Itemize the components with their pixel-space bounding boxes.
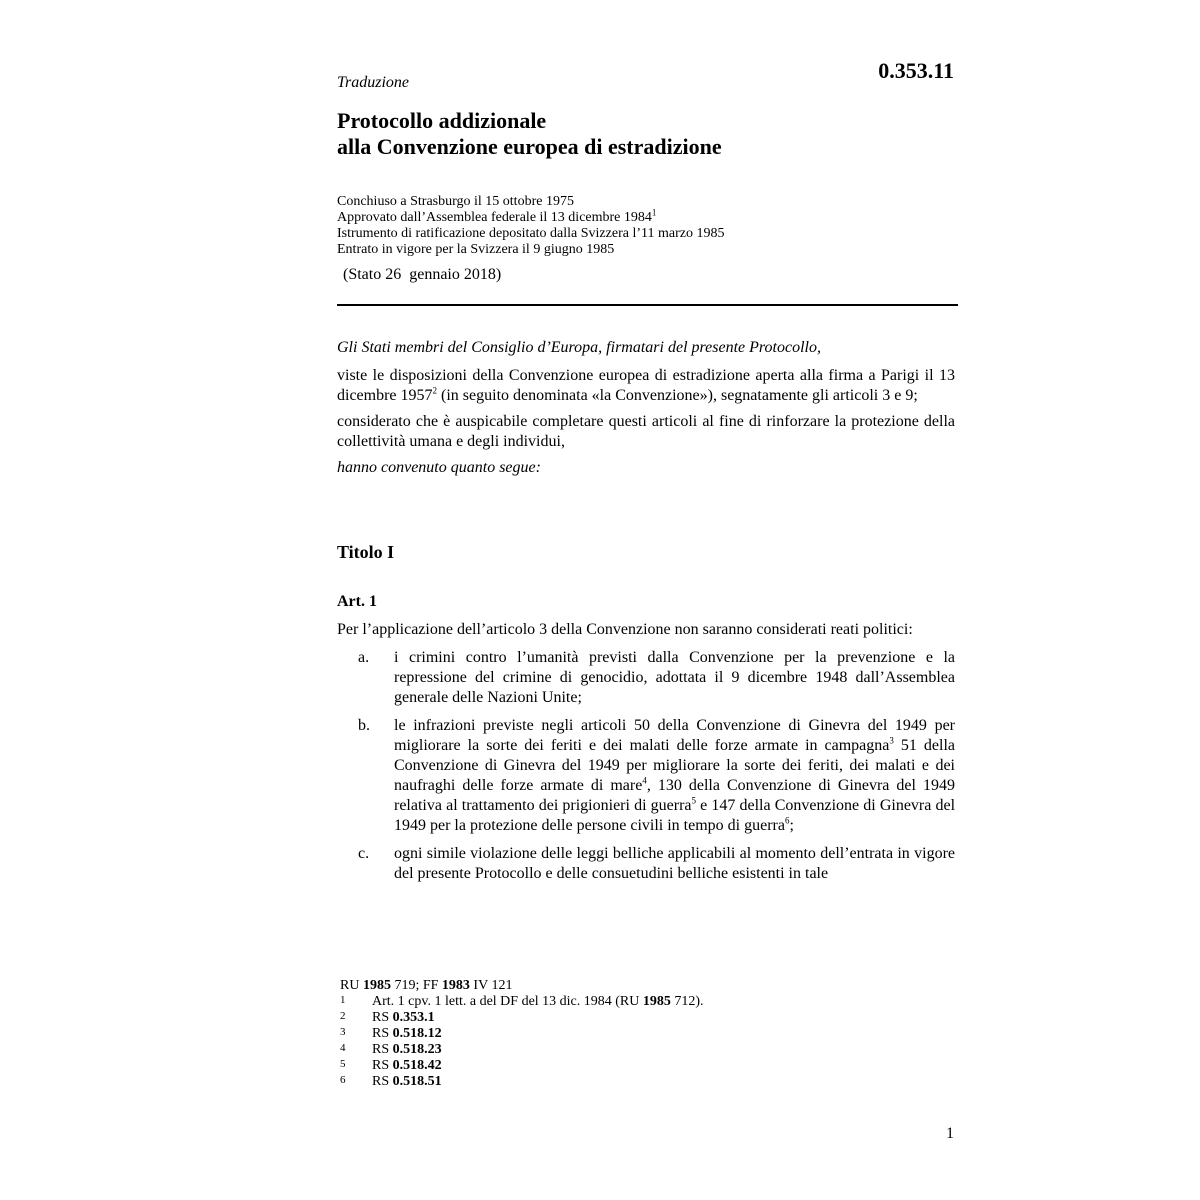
list-marker: b.	[358, 717, 370, 734]
title-line-2: alla Convenzione europea di estradizione	[337, 134, 722, 159]
source-ru-label: RU	[340, 978, 363, 993]
source-ff-rest: IV 121	[469, 978, 513, 993]
footnote-text-bold: 1985	[642, 994, 671, 1009]
footnote-number: 6	[340, 1074, 346, 1086]
source-ru-rest: 719; FF	[390, 978, 442, 993]
footnotes	[340, 978, 960, 1090]
item-b-text-3: , 130 della Convenzione di Ginevra del 1949 relativa al trattamento dei prigionieri di guerra	[394, 777, 955, 814]
footnote-text-pre: RS	[372, 1074, 393, 1089]
meta-approved	[337, 207, 957, 226]
footnote-text-bold[interactable]: 0.518.42	[392, 1058, 442, 1073]
list-marker: c.	[358, 845, 370, 862]
footnote-text	[372, 1010, 960, 1026]
preamble	[337, 338, 955, 484]
footnote-text-pre: RS	[372, 1058, 393, 1073]
footnote	[340, 1058, 960, 1074]
footnote-number: 3	[340, 1026, 346, 1038]
footnote-ref[interactable]: 2	[432, 385, 438, 396]
article-heading: Art. 1	[337, 593, 377, 610]
footnote-ref[interactable]: 5	[691, 795, 697, 806]
footnote	[340, 1042, 960, 1058]
footnote-text	[372, 994, 960, 1010]
footnote-ref[interactable]: 1	[651, 207, 657, 218]
list-item	[337, 844, 955, 884]
preamble-paragraph-3: hanno convenuto quanto segue:	[337, 459, 541, 476]
article-body	[337, 620, 955, 892]
document-meta	[337, 194, 957, 258]
status-date: (Stato 26 gennaio 2018)	[343, 266, 502, 283]
list-item-text: i crimini contro l’umanità previsti dalla Convenzione per la prevenzione e la repressione del crimine di genocidio, adottata il 9 dicembre 1948 dall’Assemblea generale delle Nazioni Unite;	[394, 649, 955, 706]
footnote-number: 5	[340, 1058, 346, 1070]
item-b-text-2: 51 della Convenzione di Ginevra del 1949 per migliorare la sorte dei feriti, dei malati e dei naufraghi delle forze armate di mare	[394, 737, 955, 794]
preamble-intro: Gli Stati membri del Consiglio d’Europa, firmatari del presente Protocollo,	[337, 339, 821, 356]
footnote-number: 1	[340, 994, 346, 1006]
footnote-text-pre: RS	[372, 1042, 393, 1057]
list-item	[337, 716, 955, 836]
footnote-text	[372, 1058, 960, 1074]
footnote-text-pre: Art. 1 cpv. 1 lett. a del DF del 13 dic. 1984 (RU	[372, 994, 643, 1009]
preamble-paragraph-2: considerato che è auspicabile completare questi articoli al fine di rinforzare la protezione della collettività umana e degli individui,	[337, 413, 955, 450]
footnote	[340, 1026, 960, 1042]
list-item-text: ogni simile violazione delle leggi belliche applicabili al momento dell’entrata in vigore del presente Protocollo e delle consuetudini belliche esistenti in tale	[394, 845, 955, 882]
footnote-text-bold[interactable]: 0.518.12	[392, 1026, 442, 1041]
preamble-paragraph-1	[337, 366, 955, 406]
footnote-text-bold[interactable]: 0.518.23	[392, 1042, 442, 1057]
footnote-text-post: 712).	[670, 994, 704, 1009]
footnote-ref[interactable]: 6	[784, 815, 790, 826]
footnote-text-pre: RS	[372, 1026, 393, 1041]
footnote-text	[372, 1074, 960, 1090]
page-number: 1	[946, 1125, 954, 1142]
section-title: Titolo I	[337, 542, 395, 562]
document-title	[337, 108, 957, 160]
item-b-text-1: le infrazioni previste negli articoli 50 della Convenzione di Ginevra del 1949 per migliorare la sorte dei feriti e dei malati delle forze armate in campagna	[394, 717, 955, 754]
preamble-p1-text-b: (in seguito denominata «la Convenzione»), segnatamente gli articoli 3 e 9;	[437, 387, 918, 404]
footnote-ref[interactable]: 3	[889, 735, 894, 746]
preamble-p1-text-a: viste le disposizioni della Convenzione europea di estradizione aperta alla firma a Parigi il 13 dicembre 1957	[337, 367, 955, 404]
translation-label: Traduzione	[337, 74, 410, 91]
meta-ratification: Istrumento di ratificazione depositato dalla Svizzera l’11 marzo 1985	[337, 226, 725, 241]
footnote-number: 4	[340, 1042, 346, 1054]
footnote	[340, 1074, 960, 1090]
separator-rule	[337, 304, 958, 306]
item-b-text-4: e 147 della Convenzione di Ginevra del 1949 per la protezione delle persone civili in tempo di guerra	[394, 797, 956, 834]
item-b-text-5: ;	[789, 817, 794, 834]
list-item-text	[394, 716, 955, 836]
source-ff-year: 1983	[441, 978, 470, 993]
article-intro: Per l’applicazione dell’articolo 3 della Convenzione non saranno considerati reati politici:	[337, 621, 913, 638]
document-number: 0.353.11	[878, 58, 954, 83]
footnote-number: 2	[340, 1010, 346, 1022]
footnote-text	[372, 1042, 960, 1058]
list-item	[337, 648, 955, 708]
footnote-text	[372, 1026, 960, 1042]
footnote-text-bold[interactable]: 0.518.51	[392, 1074, 442, 1089]
footnote-text-bold[interactable]: 0.353.1	[392, 1010, 435, 1025]
footnote-text-pre: RS	[372, 1010, 393, 1025]
meta-approved-text: Approvato dall’Assemblea federale il 13 dicembre 1984	[337, 210, 652, 225]
list-marker: a.	[358, 649, 370, 666]
title-line-1: Protocollo addizionale	[337, 108, 547, 133]
footnote-ref[interactable]: 4	[642, 775, 647, 786]
source-reference	[340, 978, 960, 994]
source-ru-year: 1985	[362, 978, 391, 993]
meta-concluded: Conchiuso a Strasburgo il 15 ottobre 1975	[337, 194, 574, 209]
article-list	[337, 648, 955, 884]
footnote	[340, 994, 960, 1010]
footnote	[340, 1010, 960, 1026]
meta-in-force: Entrato in vigore per la Svizzera il 9 giugno 1985	[337, 242, 615, 257]
